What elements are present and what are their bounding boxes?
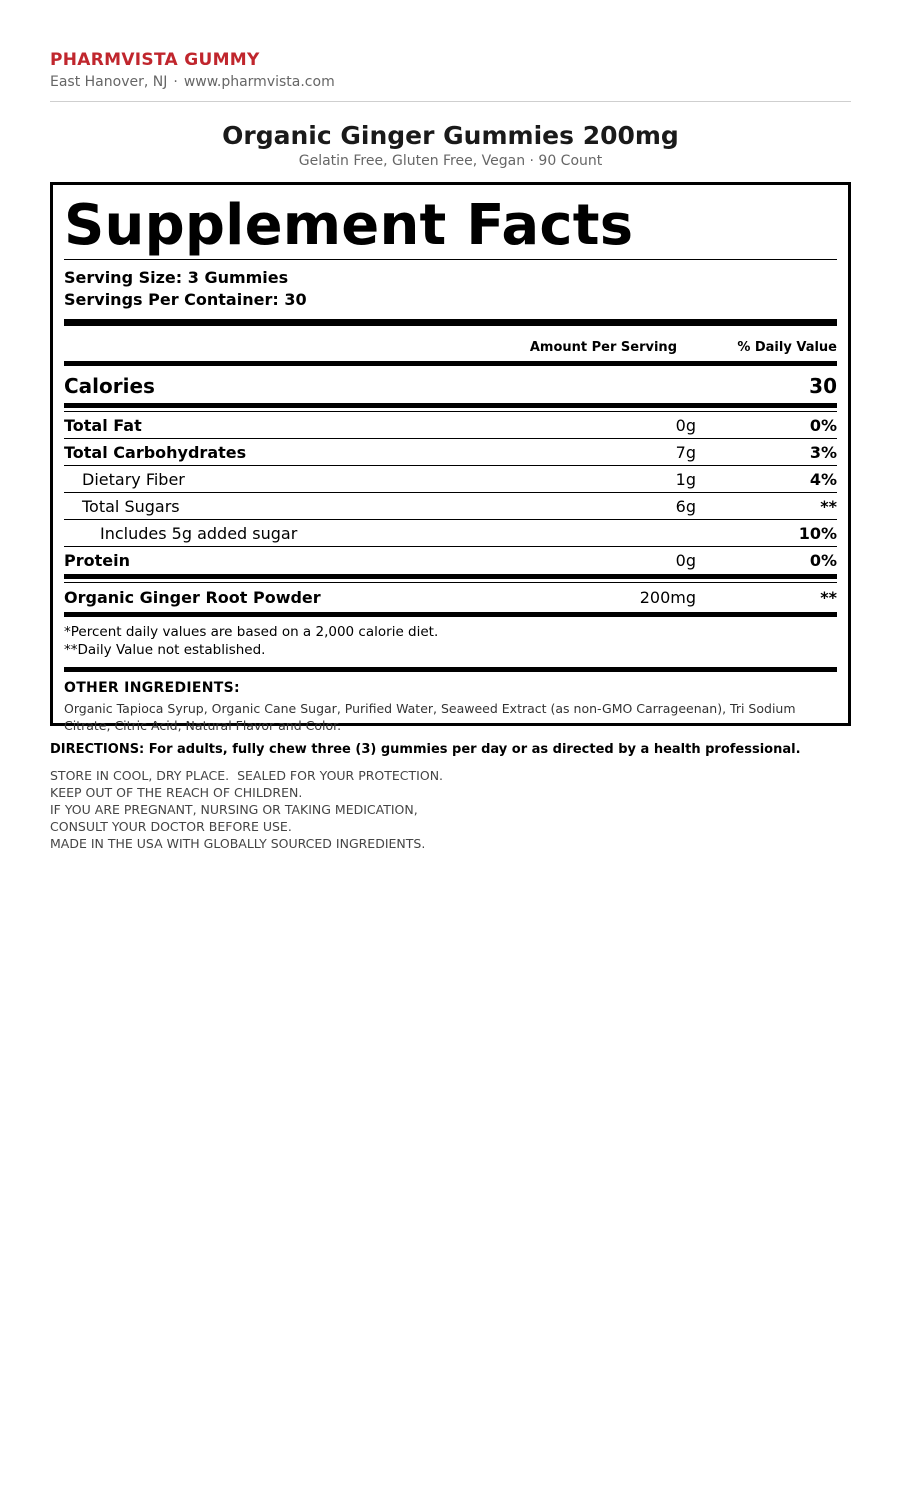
product-title: Organic Ginger Gummies 200mg <box>222 121 679 150</box>
product-subtitle: Gelatin Free, Gluten Free, Vegan · 90 Count <box>298 153 603 169</box>
ingredient-amount: 200mg <box>639 588 696 607</box>
nutrient-label: Total Sugars <box>82 497 180 516</box>
nutrient-label: Total Carbohydrates <box>64 443 247 462</box>
daily-value-header: % Daily Value <box>737 340 837 355</box>
brand-header <box>50 50 851 91</box>
warning-line: IF YOU ARE PREGNANT, NURSING OR TAKING MEDICATION, <box>50 802 418 817</box>
brand-info <box>50 74 851 91</box>
calories-value: 30 <box>809 374 837 398</box>
warning-line: MADE IN THE USA WITH GLOBALLY SOURCED INGREDIENTS. <box>50 836 426 851</box>
nutrient-amount: 7g <box>675 443 696 462</box>
warning-line: KEEP OUT OF THE REACH OF CHILDREN. <box>50 785 303 800</box>
other-ingredients-text: Organic Tapioca Syrup, Organic Cane Sugar, Purified Water, Seaweed Extract (as non-GMO Carrageenan), Tri Sodium Citrate, Citric Acid, Natural Flavor and Color. <box>64 701 796 733</box>
footnote-not-established: **Daily Value not established. <box>64 642 266 658</box>
brand-website: www.pharmvista.com <box>183 74 335 90</box>
nutrient-row <box>64 547 837 574</box>
nutrient-dv: 0% <box>809 416 837 435</box>
serving-size: Serving Size: 3 Gummies <box>64 268 289 287</box>
nutrient-dv: 3% <box>809 443 837 462</box>
nutrient-amount: 0g <box>675 551 696 570</box>
nutrient-label: Total Fat <box>64 416 142 435</box>
column-headers <box>64 326 837 361</box>
nutrient-label: Protein <box>64 551 130 570</box>
nutrient-row <box>64 439 837 466</box>
nutrient-amount: 1g <box>675 470 696 489</box>
thick-divider <box>64 403 837 408</box>
ingredient-dv: ** <box>820 588 837 607</box>
facts-title: Supplement Facts <box>64 193 634 258</box>
amount-header: Amount Per Serving <box>529 340 677 355</box>
header-divider <box>50 101 851 102</box>
nutrient-row <box>64 412 837 439</box>
footnote-daily-value: *Percent daily values are based on a 2,000 calorie diet. <box>64 624 439 640</box>
nutrient-label: Includes 5g added sugar <box>100 524 298 543</box>
nutrient-dv: ** <box>820 497 837 516</box>
nutrient-row <box>64 520 837 547</box>
calories-label: Calories <box>64 374 155 398</box>
servings-per-container: Servings Per Container: 30 <box>64 290 307 309</box>
warning-line: STORE IN COOL, DRY PLACE. SEALED FOR YOUR PROTECTION. <box>50 768 444 783</box>
other-ingredients <box>64 672 837 734</box>
nutrient-label: Dietary Fiber <box>82 470 185 489</box>
brand-name: PHARMVISTA GUMMY <box>50 50 260 70</box>
ingredient-label: Organic Ginger Root Powder <box>64 588 321 607</box>
nutrient-dv: 0% <box>809 551 837 570</box>
nutrient-dv: 4% <box>809 470 837 489</box>
warnings <box>50 767 851 852</box>
calories-row <box>64 366 837 403</box>
directions: DIRECTIONS: For adults, fully chew three (3) gummies per day or as directed by a health professional. <box>50 742 801 757</box>
brand-location: East Hanover, NJ <box>50 74 168 90</box>
thick-divider <box>64 574 837 579</box>
warning-line: CONSULT YOUR DOCTOR BEFORE USE. <box>50 819 292 834</box>
nutrient-dv: 10% <box>798 524 837 543</box>
product-heading <box>50 121 851 170</box>
other-ingredients-heading: OTHER INGREDIENTS: <box>64 680 240 696</box>
nutrient-row <box>64 466 837 493</box>
footnotes <box>64 617 837 667</box>
serving-info <box>64 260 837 319</box>
thick-divider <box>64 319 837 326</box>
nutrient-amount: 0g <box>675 416 696 435</box>
brand-separator: · <box>173 74 178 90</box>
ingredient-row <box>64 583 837 612</box>
nutrient-row <box>64 493 837 520</box>
supplement-facts-panel <box>50 182 851 733</box>
nutrient-amount: 6g <box>675 497 696 516</box>
